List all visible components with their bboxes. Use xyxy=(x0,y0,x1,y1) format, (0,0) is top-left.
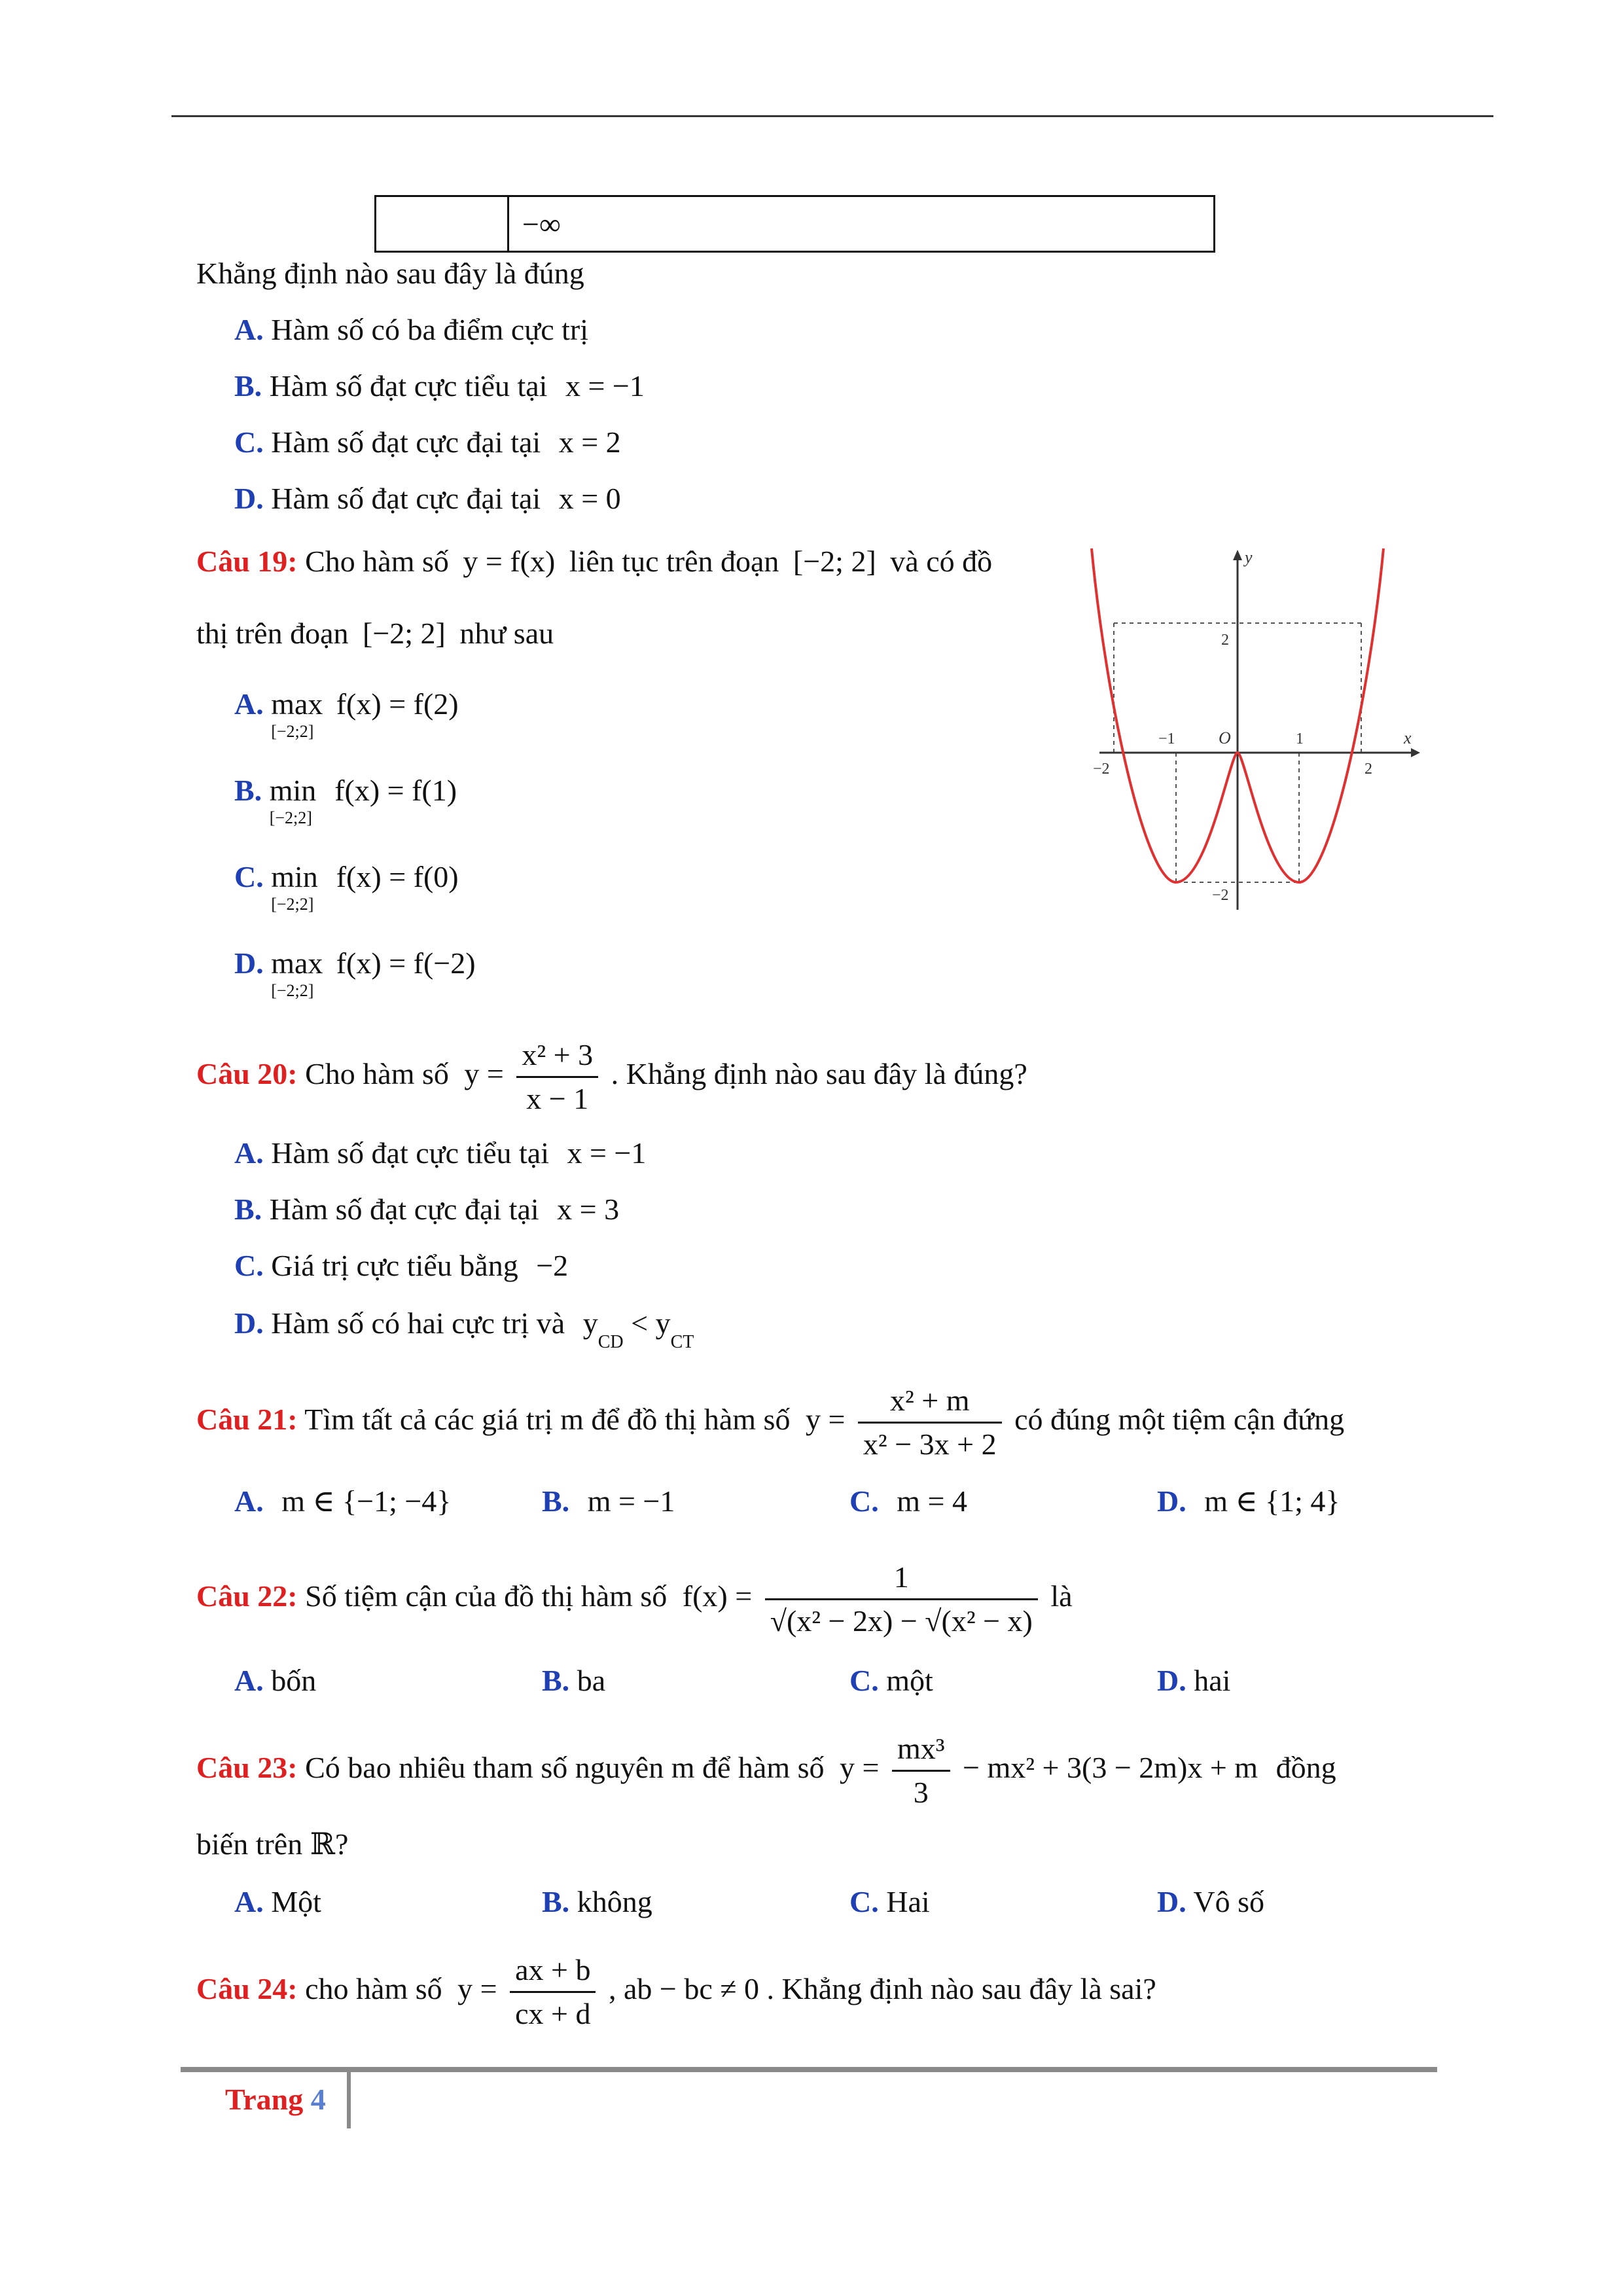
option-text: không xyxy=(577,1885,652,1918)
q19-option-c[interactable] xyxy=(234,859,459,918)
q18-option-c[interactable] xyxy=(234,424,621,461)
fraction: $\frac{\text{x² + 3}}{x - 1}$ xyxy=(516,1034,598,1120)
option-label: B. xyxy=(234,369,262,403)
stem-text: Số tiệm cận của đồ thị hàm số xyxy=(305,1579,668,1613)
option-label: B. xyxy=(542,1885,570,1918)
x-axis-label: x xyxy=(1404,728,1412,747)
option-label: D. xyxy=(234,1306,264,1340)
tick-label-2: 2 xyxy=(1364,761,1372,778)
max-operator: max [−2;2] xyxy=(271,687,323,741)
option-math: f(x) = f(1) xyxy=(334,774,457,807)
variation-table-fragment xyxy=(374,195,1215,253)
option-math: yCD < yCT xyxy=(582,1306,694,1352)
page-number xyxy=(225,2081,326,2118)
option-math: x = 2 xyxy=(558,425,621,459)
table-cell-empty xyxy=(376,196,508,252)
question-20-stem xyxy=(196,1034,1027,1120)
function-graph xyxy=(1073,543,1427,923)
option-label: C. xyxy=(849,1664,879,1697)
question-22-stem xyxy=(196,1556,1073,1642)
q23-option-b[interactable] xyxy=(542,1884,652,1920)
q20-option-c[interactable] xyxy=(234,1247,568,1284)
tick-label-1: 1 xyxy=(1296,730,1304,747)
option-label: A. xyxy=(234,1885,264,1918)
tick-label-neg2: −2 xyxy=(1093,761,1110,778)
x-axis-arrow-icon xyxy=(1411,748,1420,757)
q22-option-d[interactable] xyxy=(1157,1662,1230,1699)
stem-text: Cho hàm số xyxy=(305,1057,449,1091)
fraction: $\frac{1}{\text{√(x² − 2x) − √(x² − x)}}$ xyxy=(765,1556,1038,1642)
option-text: bốn xyxy=(271,1664,317,1697)
option-math: m ∈ {1; 4} xyxy=(1204,1484,1340,1518)
option-label: C. xyxy=(849,1885,879,1918)
stem-math: y = f(x) xyxy=(463,545,556,578)
option-label: A. xyxy=(234,687,264,721)
q19-option-a[interactable] xyxy=(234,686,459,745)
option-label: B. xyxy=(542,1664,570,1697)
q19-option-b[interactable] xyxy=(234,772,457,831)
max-operator: max [−2;2] xyxy=(271,946,323,1000)
option-label: B. xyxy=(234,774,262,807)
y-axis-label: y xyxy=(1245,548,1253,567)
question-label: Câu 24: xyxy=(196,1972,298,2006)
y-axis-arrow-icon xyxy=(1233,550,1242,560)
q23-option-c[interactable] xyxy=(849,1884,930,1920)
question-19-stem-line1 xyxy=(196,543,992,580)
option-text: một xyxy=(886,1664,933,1697)
question-23-stem-line2: biến trên ℝ? xyxy=(196,1827,349,1861)
stem-text: và có đồ xyxy=(890,545,993,578)
q20-option-a[interactable] xyxy=(234,1135,646,1172)
option-text: hai xyxy=(1194,1664,1231,1697)
option-text: Hai xyxy=(886,1885,930,1918)
option-math: x = 3 xyxy=(557,1193,620,1226)
q20-option-b[interactable] xyxy=(234,1191,619,1228)
tick-label-yneg2: −2 xyxy=(1212,887,1229,904)
question-18-prompt: Khẳng định nào sau đây là đúng xyxy=(196,257,584,290)
option-math: m = −1 xyxy=(587,1484,675,1518)
option-label: C. xyxy=(234,1249,264,1282)
q18-option-d[interactable] xyxy=(234,480,621,517)
option-label: A. xyxy=(234,1484,264,1518)
option-label: C. xyxy=(234,860,264,893)
option-text: Hàm số đạt cực tiểu tại xyxy=(269,369,548,403)
tick-label-neg1: −1 xyxy=(1158,730,1175,747)
option-math: −2 xyxy=(536,1249,569,1282)
stem-math: , ab − bc ≠ 0 xyxy=(608,1972,759,2006)
stem-math: y = xyxy=(840,1751,880,1785)
option-text: Hàm số có ba điểm cực trị xyxy=(271,313,589,346)
stem-math: y = xyxy=(457,1972,497,2006)
option-label: D. xyxy=(1157,1664,1186,1697)
q22-option-a[interactable] xyxy=(234,1662,316,1699)
option-label: D. xyxy=(234,946,264,980)
stem-text: Tìm tất cả các giá trị m để đồ thị hàm số xyxy=(304,1403,791,1437)
page-word: Trang xyxy=(225,2083,304,2116)
stem-text: đồng xyxy=(1275,1751,1336,1785)
stem-text: . Khẳng định nào sau đây là sai? xyxy=(766,1972,1156,2006)
option-text: Hàm số có hai cực trị và xyxy=(271,1306,565,1340)
option-text: Một xyxy=(271,1885,321,1918)
option-text: Giá trị cực tiểu bằng xyxy=(271,1249,518,1282)
q21-option-c[interactable] xyxy=(849,1483,967,1520)
footer-divider xyxy=(347,2072,351,2128)
question-label: Câu 21: xyxy=(196,1403,298,1437)
fraction: $\frac{ax + b}{cx + d}$ xyxy=(510,1949,596,2035)
question-label: Câu 23: xyxy=(196,1751,298,1785)
q22-option-b[interactable] xyxy=(542,1662,605,1699)
stem-text: thị trên đoạn xyxy=(196,617,349,650)
stem-text: Cho hàm số xyxy=(305,545,449,578)
question-23-stem-line1 xyxy=(196,1728,1336,1814)
option-math: m = 4 xyxy=(897,1484,967,1518)
stem-math: − mx² + 3(3 − 2m)x + m xyxy=(963,1751,1258,1785)
origin-label: O xyxy=(1219,728,1231,747)
option-math: x = 0 xyxy=(558,482,621,515)
option-label: D. xyxy=(1157,1885,1186,1918)
question-21-stem xyxy=(196,1380,1344,1465)
interval: [−2; 2] xyxy=(793,545,876,578)
q22-option-c[interactable] xyxy=(849,1662,933,1699)
option-label: C. xyxy=(849,1484,879,1518)
option-math: f(x) = f(−2) xyxy=(336,946,476,980)
table-cell-value: −∞ xyxy=(508,196,1215,252)
q20-option-d[interactable] xyxy=(234,1305,694,1361)
option-label: B. xyxy=(234,1193,262,1226)
option-label: C. xyxy=(234,425,264,459)
option-text: Hàm số đạt cực đại tại xyxy=(269,1193,539,1226)
question-24-stem xyxy=(196,1949,1156,2035)
q18-option-b[interactable] xyxy=(234,368,645,404)
header-rule xyxy=(171,115,1493,117)
option-text: Hàm số đạt cực đại tại xyxy=(271,425,541,459)
stem-math: f(x) = xyxy=(682,1579,753,1613)
option-label: D. xyxy=(1157,1484,1186,1518)
q21-option-d[interactable] xyxy=(1157,1483,1340,1520)
footer-rule xyxy=(181,2067,1437,2072)
q23-option-a[interactable] xyxy=(234,1884,321,1920)
q21-option-b[interactable] xyxy=(542,1483,675,1520)
option-text: ba xyxy=(577,1664,606,1697)
stem-text: cho hàm số xyxy=(305,1972,442,2006)
option-text: Vô số xyxy=(1193,1885,1265,1918)
interval: [−2; 2] xyxy=(363,617,446,650)
option-math: x = −1 xyxy=(567,1136,647,1170)
fraction: $\frac{\text{x² + m}}{\text{x² − 3x + 2}}$ xyxy=(858,1380,1002,1465)
stem-text: . Khẳng định nào sau đây là đúng? xyxy=(611,1057,1027,1091)
stem-text: Có bao nhiêu tham số nguyên m để hàm số xyxy=(305,1751,825,1785)
option-text: Hàm số đạt cực tiểu tại xyxy=(271,1136,549,1170)
option-math: x = −1 xyxy=(565,369,645,403)
q19-option-d[interactable] xyxy=(234,945,476,1004)
option-math: f(x) = f(2) xyxy=(336,687,459,721)
fraction: $\frac{\text{mx³}}{3}$ xyxy=(892,1728,950,1814)
option-label: D. xyxy=(234,482,264,515)
q18-option-a[interactable] xyxy=(234,312,588,348)
page-number-value: 4 xyxy=(310,2083,326,2116)
q21-option-a[interactable] xyxy=(234,1483,451,1520)
stem-text: liên tục trên đoạn xyxy=(569,545,779,578)
option-label: B. xyxy=(542,1484,570,1518)
stem-math: y = xyxy=(464,1057,504,1091)
option-math: m ∈ {−1; −4} xyxy=(281,1484,452,1518)
q23-option-d[interactable] xyxy=(1157,1884,1264,1920)
tick-label-y2: 2 xyxy=(1221,632,1229,649)
min-operator: min [−2;2] xyxy=(269,774,317,827)
stem-text: như sau xyxy=(459,617,554,650)
option-label: A. xyxy=(234,1136,264,1170)
option-text: Hàm số đạt cực đại tại xyxy=(271,482,541,515)
question-label: Câu 20: xyxy=(196,1057,298,1091)
stem-math: y = xyxy=(805,1403,846,1437)
stem-text: là xyxy=(1050,1579,1073,1613)
question-label: Câu 22: xyxy=(196,1579,298,1613)
stem-text: có đúng một tiệm cận đứng xyxy=(1014,1403,1345,1437)
option-label: A. xyxy=(234,1664,264,1697)
min-operator: min [−2;2] xyxy=(271,860,318,914)
question-19-stem-line2 xyxy=(196,615,554,652)
option-label: A. xyxy=(234,313,264,346)
option-math: f(x) = f(0) xyxy=(336,860,459,893)
question-label: Câu 19: xyxy=(196,545,298,578)
